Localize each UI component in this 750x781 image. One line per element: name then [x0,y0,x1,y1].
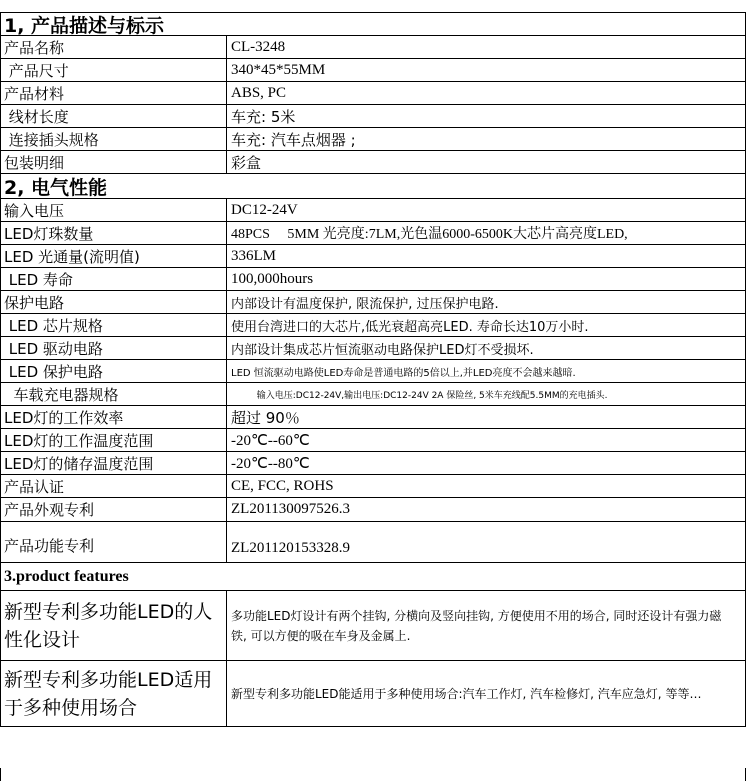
spec-label: LED 保护电路 [1,360,227,382]
spec-label: LED 寿命 [1,268,227,290]
spec-value: 336LM [231,247,276,264]
feature-row-hooks [0,591,746,661]
spec-row-size [0,59,746,82]
spec-label: 连接插头规格 [1,128,227,150]
spec-row-storage-temp [0,452,746,475]
spec-label: LED灯的工作温度范围 [1,429,227,451]
spec-value: CL-3248 [231,38,286,55]
spec-row-lifetime [0,268,746,291]
spec-row-plug [0,128,746,151]
spec-value: 100,000hours [231,270,314,287]
spec-label: 产品认证 [1,475,227,497]
spec-value: CE, FCC, ROHS [231,477,334,494]
feature-row-uses [0,661,746,727]
spec-row-operating-temp [0,429,746,452]
spec-label: 输入电压 [1,199,227,221]
spec-label: LED灯的储存温度范围 [1,452,227,474]
spec-label: 线材长度 [1,105,227,127]
spec-label: 保护电路 [1,291,227,313]
spec-label: LED灯珠数量 [1,222,227,244]
feature-label: 新型专利多功能LED适用于多种使用场合 [1,661,227,726]
spec-row-packaging [0,151,746,174]
spec-row-efficiency [0,406,746,429]
spec-label: 产品材料 [1,82,227,104]
spec-row-cable-length [0,105,746,128]
spec-label: 产品尺寸 [1,59,227,81]
spec-row-function-patent [0,522,746,563]
spec-sheet [0,12,746,727]
spec-value: ABS, PC [231,84,287,101]
feature-text: 多功能LED灯设计有两个挂钩, 分横向及竖向挂钩, 方便使用不用的场合, 同时还设计有强力磁铁, 可以方便的吸在车身及金属上. [231,608,722,643]
spec-row-driver [0,337,746,360]
spec-row-charger [0,383,746,406]
feature-text: 新型专利多功能LED能适用于多种使用场合:汽车工作灯, 汽车检修灯, 汽车应急灯, 等等… [231,686,702,701]
spec-value: 内部设计有温度保护, 限流保护, 过压保护电路. [231,296,499,312]
spec-value: -20℃--80℃ [231,455,310,472]
section-2-header [0,174,746,199]
spec-label: LED 驱动电路 [1,337,227,359]
spec-value: 输入电压:DC12-24V,输出电压:DC12-24V 2A 保险丝, 5米车充线配5.5MM的充电插头. [231,390,608,401]
spec-label: 产品功能专利 [1,522,227,562]
spec-value: -20℃--60℃ [231,432,310,449]
spec-row-certification [0,475,746,498]
spec-row-input-voltage [0,199,746,222]
spec-label: 车载充电器规格 [1,383,227,405]
spec-label: 产品名称 [1,36,227,58]
spec-value: 340*45*55MM [231,61,326,78]
spec-value: ZL201120153328.9 [231,540,351,556]
section-2-title: 2, 电气性能 [4,176,108,199]
bottom-border [0,768,746,781]
spec-value: 内部设计集成芯片恒流驱动电路保护LED灯不受损坏. [231,342,534,358]
spec-row-luminous-flux [0,245,746,268]
spec-label: 产品外观专利 [1,498,227,521]
spec-value: 48PCS 5MM 光亮度:7LM,光色温6000-6500K大芯片高亮度LED, [231,227,628,242]
spec-value: ZL201130097526.3 [231,501,351,517]
section-3-title: 3.product features [4,567,129,585]
section-3-header [0,563,746,591]
spec-value: 超过 90％ [231,408,300,427]
spec-row-material [0,82,746,105]
spec-row-product-name [0,36,746,59]
spec-value: 彩盒 [231,153,262,172]
spec-row-led-protection [0,360,746,383]
spec-value: 使用台湾进口的大芯片,低光衰超高亮LED. 寿命长达10万小时. [231,319,589,335]
spec-value: 车充: 5米 [231,107,296,126]
section-1-header [0,12,746,36]
spec-value: LED 恒流驱动电路使LED寿命是普通电路的5倍以上,并LED亮度不会越来越暗. [231,367,576,379]
feature-label: 新型专利多功能LED的人性化设计 [1,591,227,660]
section-1-title: 1, 产品描述与标示 [4,14,165,37]
spec-value: DC12-24V [231,201,298,218]
spec-row-chip [0,314,746,337]
spec-label: LED 芯片规格 [1,314,227,336]
spec-label: 包装明细 [1,151,227,173]
spec-label: LED灯的工作效率 [1,406,227,428]
spec-row-design-patent [0,498,746,522]
spec-row-led-count [0,222,746,245]
spec-value: 车充: 汽车点烟器 ; [231,130,356,149]
spec-row-protection [0,291,746,314]
spec-label: LED 光通量(流明值) [1,245,227,267]
